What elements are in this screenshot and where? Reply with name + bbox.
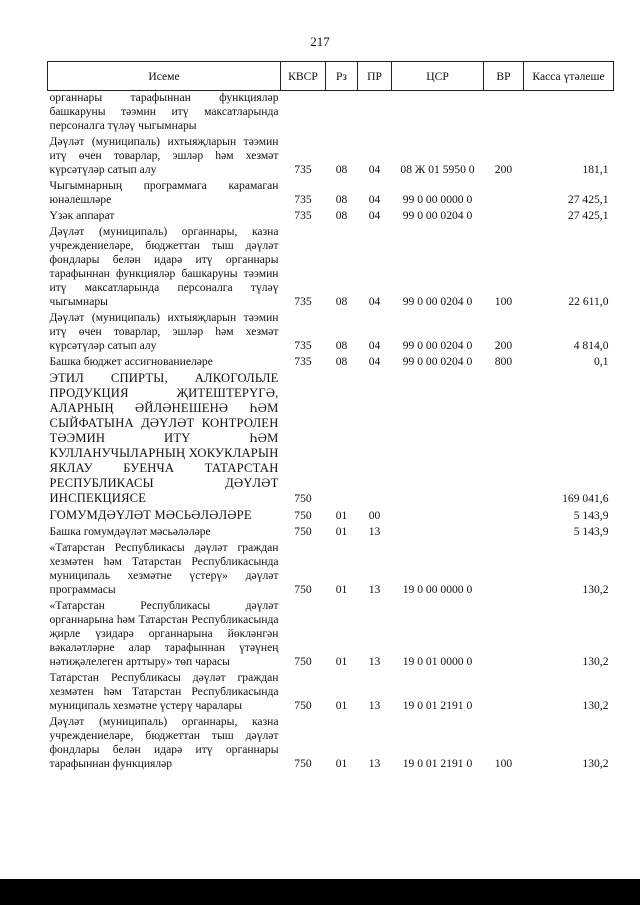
table-row xyxy=(48,598,614,670)
row-kvsr: 735 xyxy=(294,339,312,352)
row-rz: 01 xyxy=(335,699,348,712)
row-name: Дәүләт (муниципаль) ихтыяҗларын тәэмин итү өчен товарлар, эшләр һәм хезмәт күрсәтүләр сатып алу xyxy=(49,311,279,352)
row-csr xyxy=(392,507,484,524)
table-row xyxy=(48,507,614,524)
row-csr: 19 0 01 0000 0 xyxy=(402,655,473,668)
table-row xyxy=(48,208,614,224)
row-pr: 13 xyxy=(368,699,381,712)
row-vr xyxy=(484,524,524,540)
row-vr xyxy=(484,507,524,524)
budget-table xyxy=(47,61,614,772)
table-row xyxy=(48,370,614,507)
table-row xyxy=(48,670,614,714)
row-rz: 08 xyxy=(335,209,348,222)
row-amount: 130,2 xyxy=(582,757,609,770)
row-pr: 04 xyxy=(368,355,381,368)
row-kvsr: 750 xyxy=(294,655,312,668)
row-name: Дәүләт (муниципаль) органнары, казна учреждениеләре, бюджеттан тыш дәүләт фондлары белән идарә итү органнары тарафыннан функцияләр башкаруны тәэмин итү максатларында персоналга түләү чыгымнары xyxy=(49,225,279,308)
table-row xyxy=(48,524,614,540)
row-kvsr: 750 xyxy=(294,509,312,522)
row-amount: 169 041,6 xyxy=(562,492,609,505)
row-name: Дәүләт (муниципаль) ихтыяҗларын тәэмин итү өчен товарлар, эшләр һәм хезмәт күрсәтүләр сатып алу xyxy=(49,135,279,176)
row-rz: 01 xyxy=(335,509,348,522)
row-rz: 01 xyxy=(335,583,348,596)
row-name: «Татарстан Республикасы дәүләт граждан хезмәтен һәм Татарстан Республикасында муниципаль хезмәтне үстерү» дәүләт программасы xyxy=(49,541,279,596)
row-kvsr: 735 xyxy=(294,209,312,222)
row-vr xyxy=(484,91,524,135)
table-row xyxy=(48,178,614,208)
row-pr xyxy=(358,91,392,135)
row-amount xyxy=(524,91,614,135)
row-amount: 0,1 xyxy=(594,355,609,368)
table-row xyxy=(48,91,614,135)
row-kvsr xyxy=(281,91,326,135)
row-rz: 08 xyxy=(335,163,348,176)
row-pr: 04 xyxy=(368,339,381,352)
row-csr xyxy=(392,524,484,540)
row-name: Дәүләт (муниципаль) органнары, казна учреждениеләре, бюджеттан тыш дәүләт фондлары белән идарә итү органнары тарафыннан функцияләр xyxy=(49,715,279,770)
row-rz xyxy=(326,370,358,507)
row-pr: 13 xyxy=(368,655,381,668)
header-kvsr: КВСР xyxy=(281,62,326,91)
row-pr: 04 xyxy=(368,163,381,176)
row-amount: 5 143,9 xyxy=(573,509,609,522)
row-vr xyxy=(484,540,524,598)
header-vr: ВР xyxy=(484,62,524,91)
row-rz: 08 xyxy=(335,339,348,352)
header-csr: ЦСР xyxy=(392,62,484,91)
table-row xyxy=(48,540,614,598)
row-rz: 08 xyxy=(335,355,348,368)
row-amount: 4 814,0 xyxy=(573,339,609,352)
row-vr xyxy=(484,670,524,714)
row-kvsr: 735 xyxy=(294,163,312,176)
table-row xyxy=(48,354,614,370)
row-rz: 01 xyxy=(335,525,348,538)
row-pr xyxy=(358,370,392,507)
row-vr: 800 xyxy=(494,355,513,368)
row-name: ЭТИЛ СПИРТЫ, АЛКОГОЛЬЛЕ ПРОДУКЦИЯ ҖИТЕШТЕРҮГӘ, АЛАРНЫҢ ӘЙЛӘНЕШЕНӘ ҺӘМ СЫЙФАТЫНА ДӘҮЛӘТ КОНТРОЛЕН ТӘЭМИН ИТҮ ҺӘМ КУЛЛАНУЧЫЛАРНЫҢ ХОКУКЛАРЫН ЯКЛАУ БУЕНЧА ТАТАРСТАН РЕСПУБЛИКАСЫ ДӘҮЛӘТ ИНСПЕКЦИЯСЕ xyxy=(49,371,279,505)
row-kvsr: 735 xyxy=(294,295,312,308)
row-csr: 99 0 00 0000 0 xyxy=(402,193,473,206)
row-rz: 01 xyxy=(335,757,348,770)
row-name: Башка бюджет ассигнованиеләре xyxy=(49,355,213,368)
row-amount: 5 143,9 xyxy=(573,525,609,538)
row-rz xyxy=(326,91,358,135)
row-name: органнары тарафыннан функцияләр башкаруны тәэмин итү максатларында персоналга түләү чыгымнары xyxy=(49,91,279,132)
row-name: Үзәк аппарат xyxy=(49,209,115,222)
scan-bottom-edge xyxy=(0,879,640,905)
row-csr: 99 0 00 0204 0 xyxy=(402,339,473,352)
page-number: 217 xyxy=(310,34,330,49)
row-pr: 13 xyxy=(368,583,381,596)
header-pr: ПР xyxy=(358,62,392,91)
row-kvsr: 735 xyxy=(294,355,312,368)
row-name: Татарстан Республикасы дәүләт граждан хезмәтен һәм Татарстан Республикасында муниципаль хезмәтне үстерү чаралары xyxy=(49,671,279,712)
row-csr: 99 0 00 0204 0 xyxy=(402,209,473,222)
row-amount: 130,2 xyxy=(582,583,609,596)
row-csr xyxy=(392,91,484,135)
row-pr: 04 xyxy=(368,193,381,206)
row-pr: 04 xyxy=(368,295,381,308)
table-row xyxy=(48,134,614,178)
row-amount: 27 425,1 xyxy=(567,209,609,222)
table-header xyxy=(48,62,614,91)
header-rz: Рз xyxy=(326,62,358,91)
row-csr: 08 Ж 01 5950 0 xyxy=(400,163,475,176)
row-kvsr: 750 xyxy=(294,699,312,712)
row-vr xyxy=(484,370,524,507)
row-csr: 99 0 00 0204 0 xyxy=(402,295,473,308)
table-row xyxy=(48,310,614,354)
row-kvsr: 750 xyxy=(294,492,312,505)
row-vr: 100 xyxy=(494,295,513,308)
row-vr: 200 xyxy=(494,339,513,352)
row-name: Чыгымнарның программага карамаган юнәлешләре xyxy=(49,179,279,206)
row-pr: 00 xyxy=(368,509,381,522)
row-kvsr: 750 xyxy=(294,757,312,770)
row-name: «Татарстан Республикасы дәүләт органнарына һәм Татарстан Республикасында җирле үзидарә органнарына йөкләнгән вәкаләтләрне алар тарафыннан үтәүнең нәтиҗәлелеген арттыру» төп чарасы xyxy=(49,599,279,668)
row-pr: 13 xyxy=(368,757,381,770)
row-pr: 13 xyxy=(368,525,381,538)
row-rz: 08 xyxy=(335,193,348,206)
row-rz: 08 xyxy=(335,295,348,308)
row-amount: 181,1 xyxy=(582,163,609,176)
row-pr: 04 xyxy=(368,209,381,222)
row-amount: 22 611,0 xyxy=(568,295,609,308)
row-amount: 130,2 xyxy=(582,655,609,668)
row-csr xyxy=(392,370,484,507)
row-vr xyxy=(484,208,524,224)
row-kvsr: 750 xyxy=(294,525,312,538)
row-name: ГОМУМДӘҮЛӘТ МӘСЬӘЛӘЛӘРЕ xyxy=(49,508,252,522)
row-kvsr: 750 xyxy=(294,583,312,596)
row-vr: 100 xyxy=(494,757,513,770)
table-body xyxy=(48,91,614,773)
row-csr: 19 0 00 0000 0 xyxy=(402,583,473,596)
row-rz: 01 xyxy=(335,655,348,668)
row-csr: 99 0 00 0204 0 xyxy=(402,355,473,368)
row-name: Башка гомумдәүләт мәсьәләләре xyxy=(49,525,211,538)
row-vr xyxy=(484,598,524,670)
table-row xyxy=(48,714,614,772)
row-csr: 19 0 01 2191 0 xyxy=(402,699,473,712)
row-amount: 27 425,1 xyxy=(567,193,609,206)
header-name: Исеме xyxy=(48,62,281,91)
row-csr: 19 0 01 2191 0 xyxy=(402,757,473,770)
header-kassa: Касса үтәлеше xyxy=(524,62,614,91)
row-amount: 130,2 xyxy=(582,699,609,712)
table-row xyxy=(48,224,614,310)
row-vr: 200 xyxy=(494,163,513,176)
row-kvsr: 735 xyxy=(294,193,312,206)
row-vr xyxy=(484,178,524,208)
